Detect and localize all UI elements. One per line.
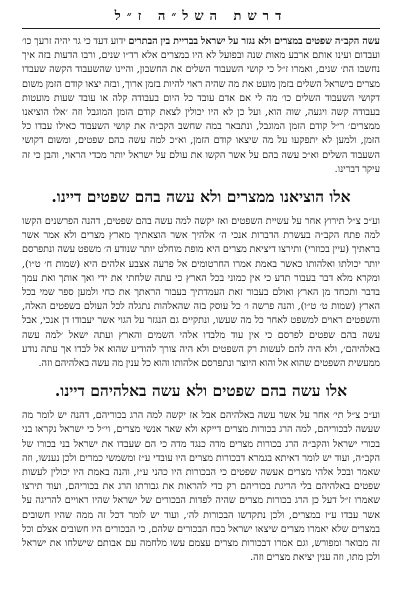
document-page <box>22 8 380 590</box>
running-head: דרשת השל״ה ז״ל <box>22 8 380 29</box>
paragraph-1 <box>22 35 380 177</box>
page-number <box>22 578 380 590</box>
paragraph-2: וע״כ צ״ל תירוץ אחר על עשיית השפטים ואז יקשה למה עשה בהם שפטים, דהנה הפרשנים הקשו למה פתח הקב״ה בעשרת הדברות אנכי ה׳ אלהיך אשר הוצאתיך מארץ מצרים ולא אמר אשר בראתיך (עיין בכוזרי) ותירצו דיציאת מצרים היא מופת מוחלט יותר שנודע ה׳ משפט עשה ונתפרסם יותר יכולתו ואלהותו כאשר באמת אמרו החרטומים אל פרעה אצבע אלהים היא (שמות ח׳ ט״ו), ומקרא מלא דבר בעבור תדע כי אין כמוני בכל הארץ כי עתה שלחתי את ידי ואך אותך ואת עמך בדבר ותכחד מן הארץ ואולם בעבור זאת העמדתיך בעבור הראתך את כחי ולמען ספר שמי בכל הארץ (שמות ט׳ ט״ו), והנה פרשה ו׳ כל עוסק בזה שהאלהות נתגלה לכל העולם בשפטים האלה, והשפטים ראוים למשפט לאחר כל מה שעשו, ונתקיים גם הנגזר על הגוי אשר יעבודו דן אנכי, אבל עשה בהם שפטים לפרסם כי אין עוד מלבדו אלהי השמים והארץ ועתה ישאל ׳למה עשה באלהיהם׳, ולא היה להם לעשות רק השפטים ולא היה צורך להודיע שהוא אל לבדו אך עתה נודע ממעשית השפטים שהוא אל והוא היוצר ונתפרסם אלהותו והוא כל ענין מה עשה באלהיהם וזה. <box>22 216 380 370</box>
section-heading-2: אלו עשה בהם שפטים ולא עשה באלהיהם דיינו. <box>54 381 348 401</box>
section-heading-1: אלו הוציאנו ממצרים ולא עשה בהם שפטים דיינו. <box>51 187 351 207</box>
paragraph-1-body: ידוע דעד כי גר יהיה זרעך כו׳ ועבדום ועינו אותם ארבע מאות שנה ובפועל לא היו במצרים אלא רד״ו שנים, ורבו הדעות בזה איך נחשבו הת׳ שנים, ואמרו ז״ל כי קושי השעבוד השלים את החשבון, והיינו שהשעבוד הקשה שעבדו מצרים בישראל השלים בזמן מועט את מה שהיה ראוי להיות בזמן ארוך, ובזה יצאו קודם הזמן משום דקושי השעבוד השלים כו׳ מה לי אם אדם עובד כל היום בעבודה קלה או עובד שעות מועטות בעבודה קשה ויגעה, שוה הוא, ועל כן לא היו יכולין לצאת קודם הזמן המוגבל וזה ׳אלו הוציאנו ממצרים׳ ר״ל קודם הזמן המוגבל, ונתבאר במה שחשב הקב״ה את קושי השעבוד כאילו עבדו כל הזמן, ולמען לא יתפקעו על מה שיצאו קודם הזמן, וא״כ למה עשה בהם שפטים, ומשום דקושי השעבוד השלים וא״כ עשה בהם על אשר הקשו את עולם על ישראל יותר מכדי הראוי, והבן כי זה עיקר דברינו. <box>22 36 380 175</box>
paragraph-1-lead: עשה הקב״ה שפטים במצרים ולא נגזר על ישראל בבריית בין הבתרים <box>128 36 380 47</box>
paragraph-3: וע״כ צ״ל תי׳ אחר על אשר עשה באלהיהם אבל אז יקשה למה הרג בכוריהם, דהנה יש לומר מה שעשה לבכוריהם, למה הרג בכורות מצרים דייקא ולא שאר אנשי מצרים, וי״ל כי ישראל נקראו בני בכורי ישראל והקב״ה הרג בכורות מצרים מדה כנגד מדה כי הם שעבדו את ישראל בני בכורו של הקב״ה, ועוד יש לומר דאיתא בגמרא דבכורות מצרים היו עובדי ע״ז ומשמשי כמרים ולכן נענשו, וזה שאמר ובכל אלהי מצרים אעשה שפטים כי הבכורות היו כהני ע״ז, והנה באמת היו יכולין לעשות שפטים באלהיהם בלי הריגת בכוריהם רק כדי להראות את גבורתו הרג את בכוריהם, ועוד תירצו שאמרו ז״ל דעל כן הרג בכורות מצרים שהיה לפדות הבכורים של ישראל שהיו ראויים להריגה על אשר עבדו ע״ז במצרים, ולכן נתקדשו הבכורות לה׳, ועוד יש לומר דכל זה ממה שהיו חשובים במצרים שלא יאמרו מצרים שיצאו ישראל בכח הבכורים שלהם, כי הבכורים היו חשובים אצלם וכל זה מבואר ומפורש, וגם אמרו דבכורות מצרים עצמם עשו מלחמה עם אבותם שישלחו את ישראל ולכן מתו, וזה ענין יציאת מצרים וזה. <box>22 410 380 564</box>
